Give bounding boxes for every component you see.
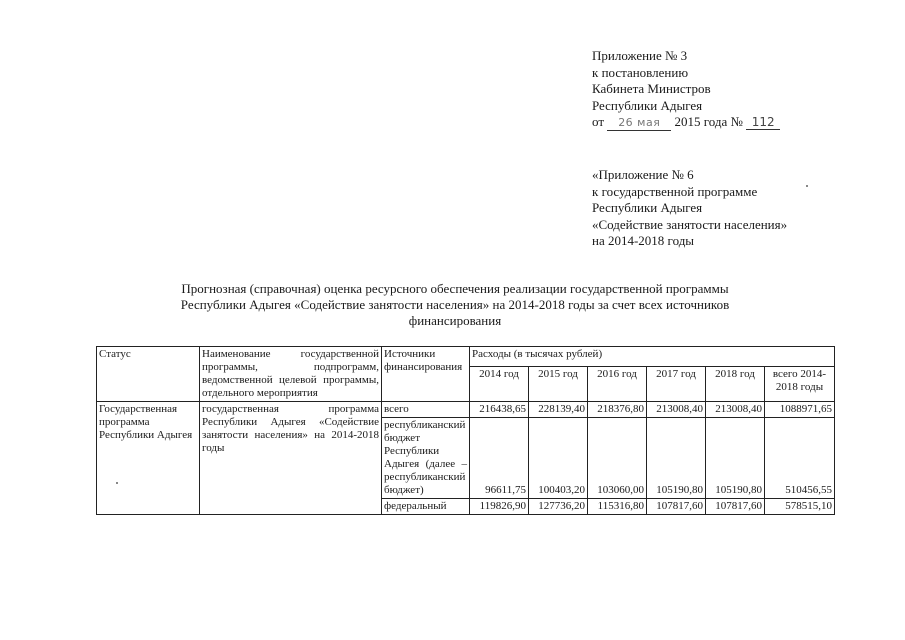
header-2016: 2016 год (588, 366, 647, 401)
appendix-3-line2: к постановлению (592, 64, 689, 80)
value-cell: 119826,90 (470, 499, 529, 515)
header-name: Наименование государственной программы, подпрограмм, ведомственной целевой программы, отдельного мероприятия (200, 347, 382, 402)
value-cell: 96611,75 (470, 418, 529, 499)
appendix-3-line3: Кабинета Министров (592, 81, 711, 96)
table-row-total (97, 402, 835, 418)
title-line1: Прогнозная (справочная) оценка ресурсного обеспечения реализации государственной программы (181, 281, 729, 296)
value-cell: 216438,65 (470, 402, 529, 418)
appendix-3-date-line (592, 114, 892, 131)
header-expenses: Расходы (в тысячах рублей) (470, 347, 835, 367)
source-cell: республиканский бюджет Республики Адыгея (далее – республиканский бюджет) (382, 418, 470, 499)
date-year: 2015 года № (674, 114, 743, 129)
value-cell: 127736,20 (529, 499, 588, 515)
program-name: государственная программа Республики Адыгея «Содействие занятости населения» на 2014-2018 годы (200, 402, 382, 515)
value-cell: 213008,40 (647, 402, 706, 418)
value-cell: 213008,40 (706, 402, 765, 418)
header-sources: Источники финансирования (382, 347, 470, 402)
document-title (130, 281, 780, 329)
value-cell: 107817,60 (706, 499, 765, 515)
source-cell: всего (382, 402, 470, 418)
value-cell: 218376,80 (588, 402, 647, 418)
appendix-6-line3: Республики Адыгея (592, 200, 703, 215)
header-2017: 2017 год (647, 366, 706, 401)
header-2014: 2014 год (470, 366, 529, 401)
appendix-3-line1: Приложение № 3 (592, 48, 688, 63)
value-cell: 510456,55 (765, 418, 835, 499)
header-2018: 2018 год (706, 366, 765, 401)
appendix-3-line4: Республики Адыгея (592, 97, 703, 113)
appendix-6-line1: «Приложение № 6 (592, 167, 694, 182)
value-cell: 105190,80 (647, 418, 706, 499)
program-status: Государственная программа Республики Адыгея (97, 402, 200, 515)
value-cell: 1088971,65 (765, 402, 835, 418)
handwritten-number: 112 (746, 115, 780, 130)
header-status: Статус (97, 347, 200, 402)
header-row-1 (97, 347, 835, 367)
value-cell: 107817,60 (647, 499, 706, 515)
handwritten-date: 26 мая (607, 116, 671, 131)
appendix-6-line4: «Содействие занятости населения» (592, 216, 788, 232)
appendix-3-block (592, 48, 892, 250)
value-cell: 228139,40 (529, 402, 588, 418)
title-line2: Республики Адыгея «Содействие занятости населения» на 2014-2018 годы за счет всех источников (180, 297, 730, 312)
appendix-6-line2: к государственной программе (592, 183, 758, 199)
value-cell: 103060,00 (588, 418, 647, 499)
value-cell: 100403,20 (529, 418, 588, 499)
title-line3: финансирования (408, 313, 502, 328)
value-cell: 578515,10 (765, 499, 835, 515)
resource-table (96, 346, 835, 515)
appendix-6-line5: на 2014-2018 годы (592, 233, 695, 248)
value-cell: 105190,80 (706, 418, 765, 499)
value-cell: 115316,80 (588, 499, 647, 515)
header-total: всего 2014-2018 годы (765, 366, 835, 401)
header-2015: 2015 год (529, 366, 588, 401)
date-prefix: от (592, 114, 605, 129)
source-cell: федеральный (382, 499, 470, 515)
